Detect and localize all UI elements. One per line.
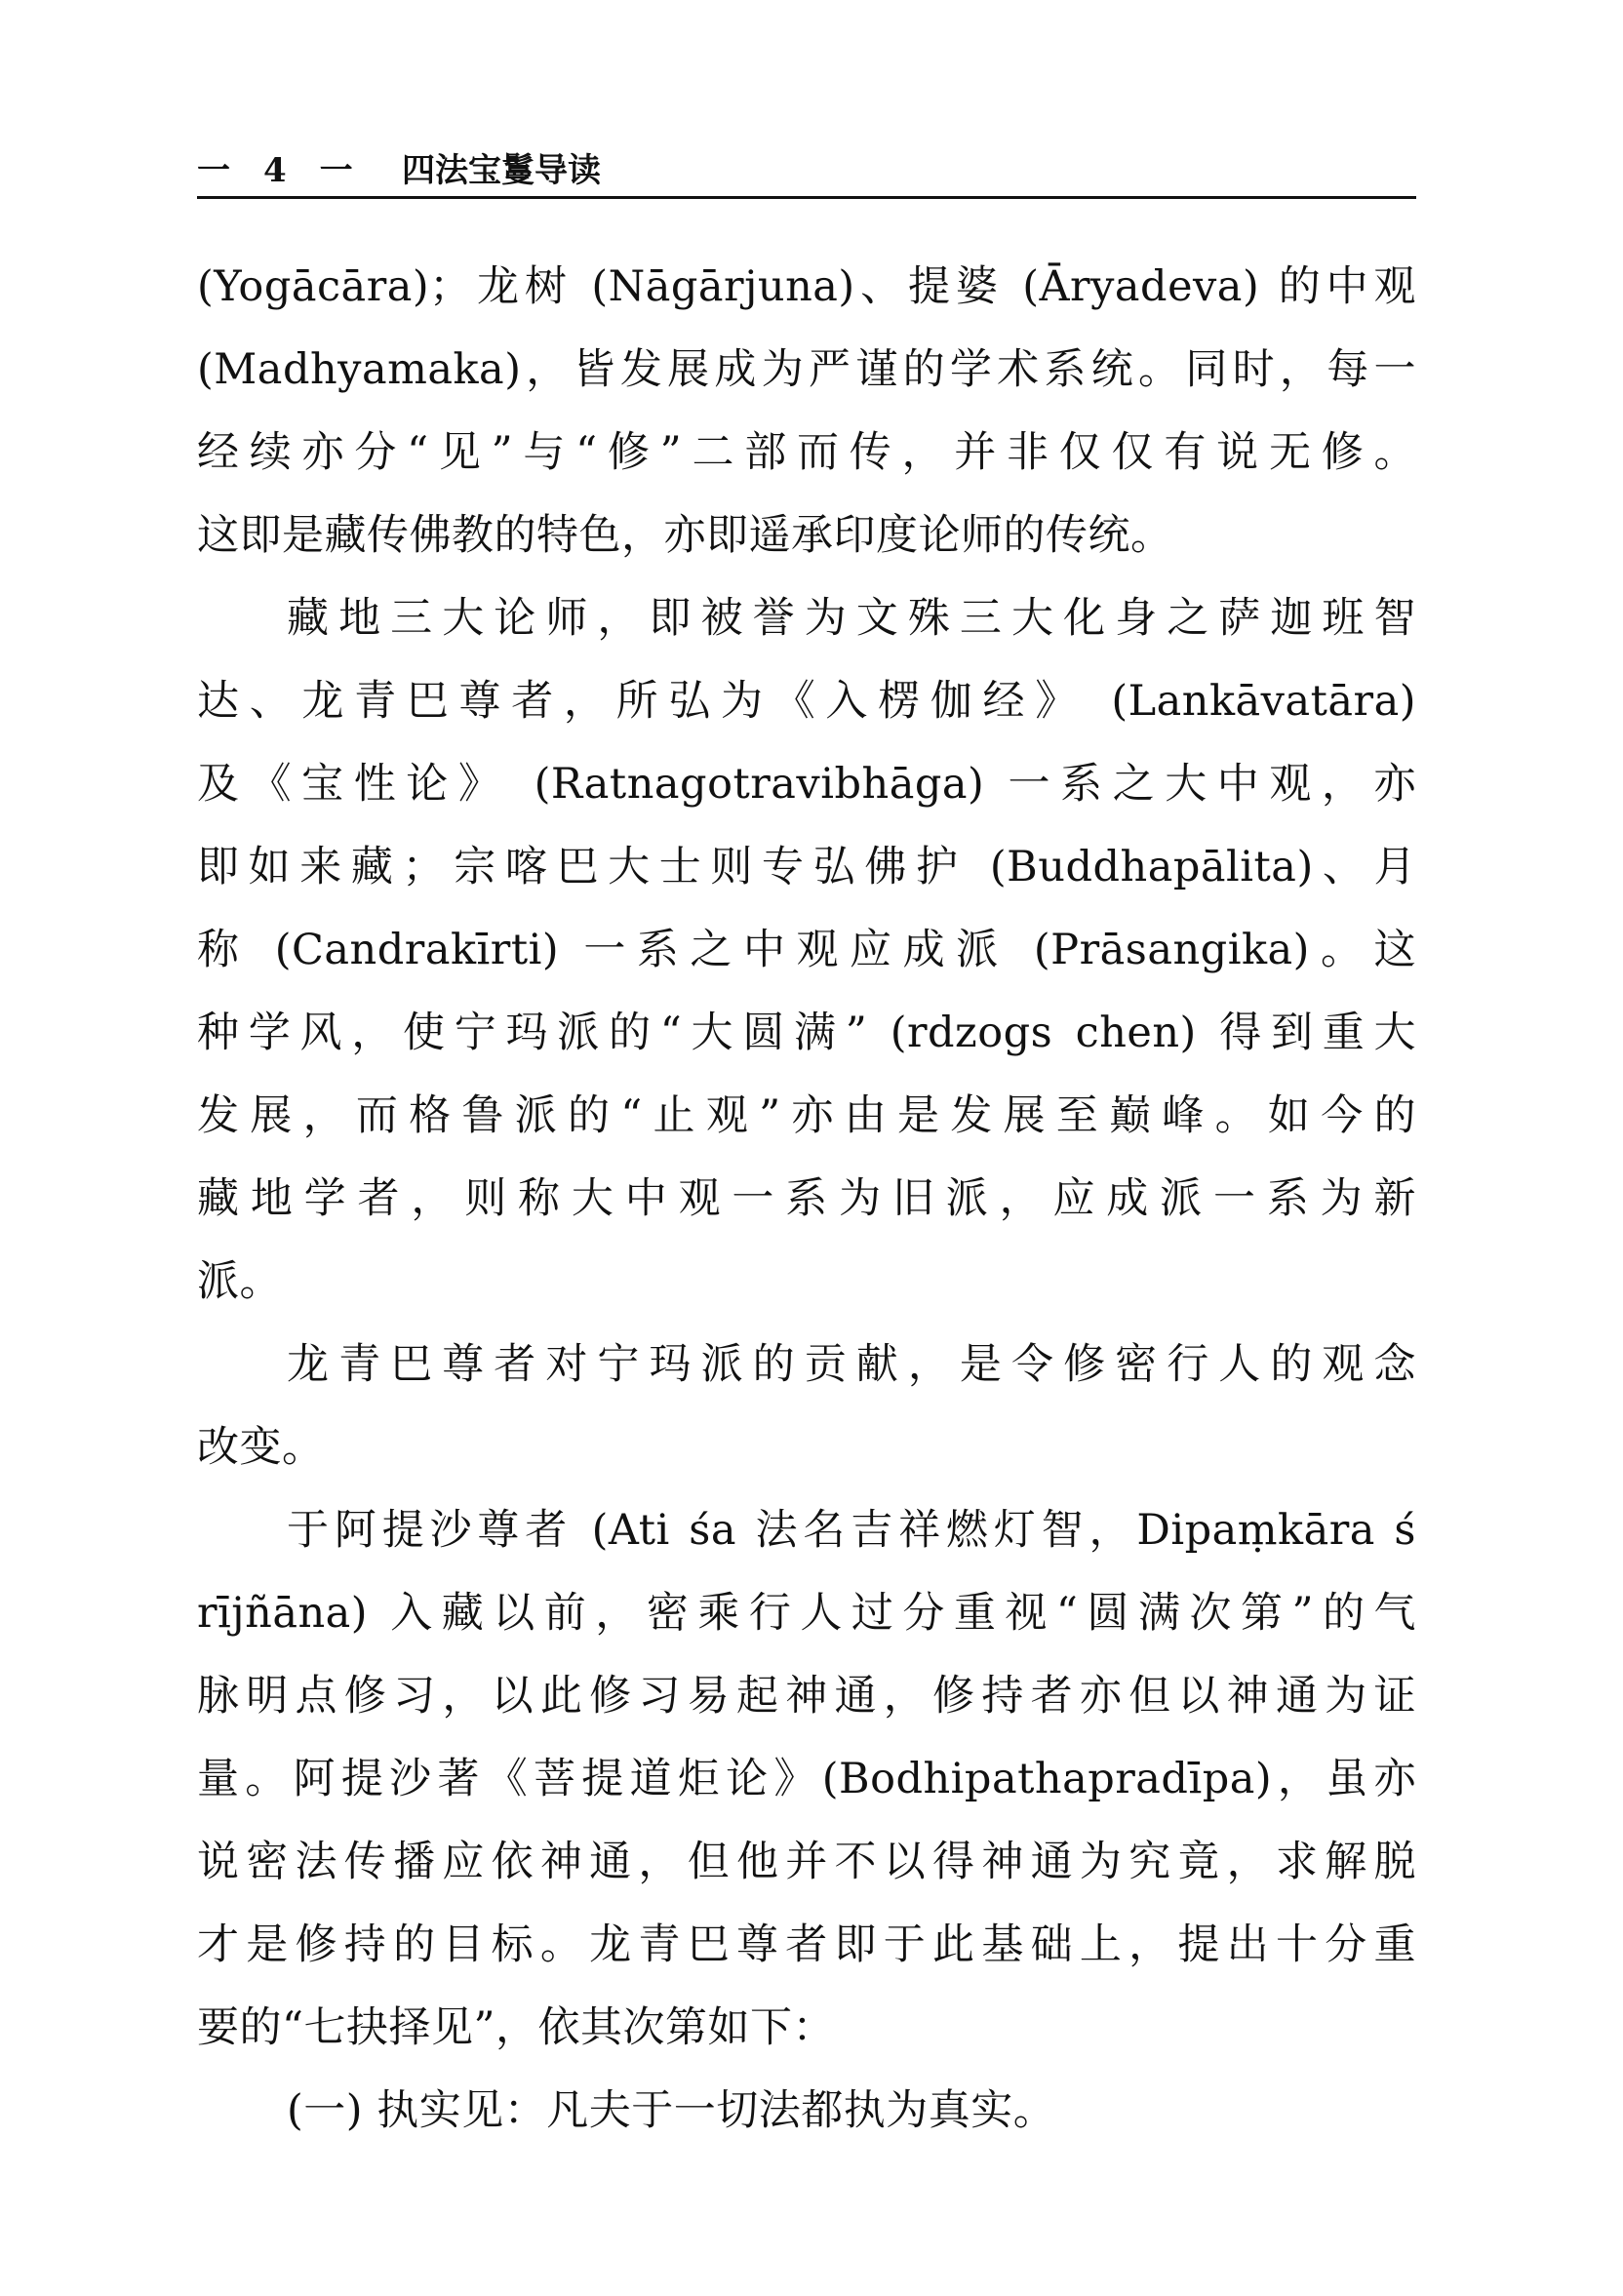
page-number: 一 4 一 xyxy=(197,151,353,190)
text-line: rījñāna) 入藏以前，密乘行人过分重视“圆满次第”的气 xyxy=(197,1589,1416,1638)
text-line: 种学风，使宁玛派的“大圆满” (rdzogs chen) 得到重大 xyxy=(197,1009,1416,1057)
text-line: 于阿提沙尊者 (Ati śa 法名吉祥燃灯智，Dipaṃkāra ś xyxy=(287,1506,1416,1555)
text-line: 达、龙青巴尊者，所弘为《入楞伽经》 (Lankāvatāra) xyxy=(197,677,1416,726)
text-line: 称 (Candrakīrti) 一系之中观应成派 (Prāsangika)。这 xyxy=(197,926,1416,974)
text-line: 这即是藏传佛教的特色，亦即遥承印度论师的传统。 xyxy=(197,511,1173,560)
text-line: 经续亦分“见”与“修”二部而传，并非仅仅有说无修。 xyxy=(197,428,1416,477)
text-line: 发展，而格鲁派的“止观”亦由是发展至巅峰。如今的 xyxy=(197,1091,1416,1140)
text-line: 派。 xyxy=(197,1257,282,1306)
text-line: 及《宝性论》 (Ratnagotravibhāga) 一系之大中观，亦 xyxy=(197,760,1416,809)
text-line: 藏地学者，则称大中观一系为旧派，应成派一系为新 xyxy=(197,1174,1416,1223)
text-line: (一) 执实见：凡夫于一切法都执为真实。 xyxy=(287,2086,1056,2135)
header-rule xyxy=(197,196,1416,199)
text-line: 才是修持的目标。龙青巴尊者即于此基础上，提出十分重 xyxy=(197,1920,1416,1969)
text-line: (Madhyamaka)，皆发展成为严谨的学术系统。同时，每一 xyxy=(197,345,1416,394)
text-line: 龙青巴尊者对宁玛派的贡献，是令修密行人的观念 xyxy=(287,1340,1416,1389)
text-line: 脉明点修习，以此修习易起神通，修持者亦但以神通为证 xyxy=(197,1672,1416,1721)
text-line: 改变。 xyxy=(197,1423,325,1472)
running-header xyxy=(197,146,1416,195)
text-line: 即如来藏；宗喀巴大士则专弘佛护 (Buddhapālita)、月 xyxy=(197,843,1416,891)
text-line: (Yogācāra)；龙树 (Nāgārjuna)、提婆 (Āryadeva) 的中观 xyxy=(197,262,1416,311)
text-line: 要的“七抉择见”，依其次第如下： xyxy=(197,2003,835,2052)
book-title: 四法宝鬘导读 xyxy=(402,151,601,190)
text-line: 藏地三大论师，即被誉为文殊三大化身之萨迦班智 xyxy=(287,594,1416,643)
text-line: 说密法传播应依神通，但他并不以得神通为究竟，求解脱 xyxy=(197,1838,1416,1886)
body-text xyxy=(197,246,1416,2153)
text-line: 量。阿提沙著《菩提道炬论》(Bodhipathapradīpa)，虽亦 xyxy=(197,1755,1416,1803)
